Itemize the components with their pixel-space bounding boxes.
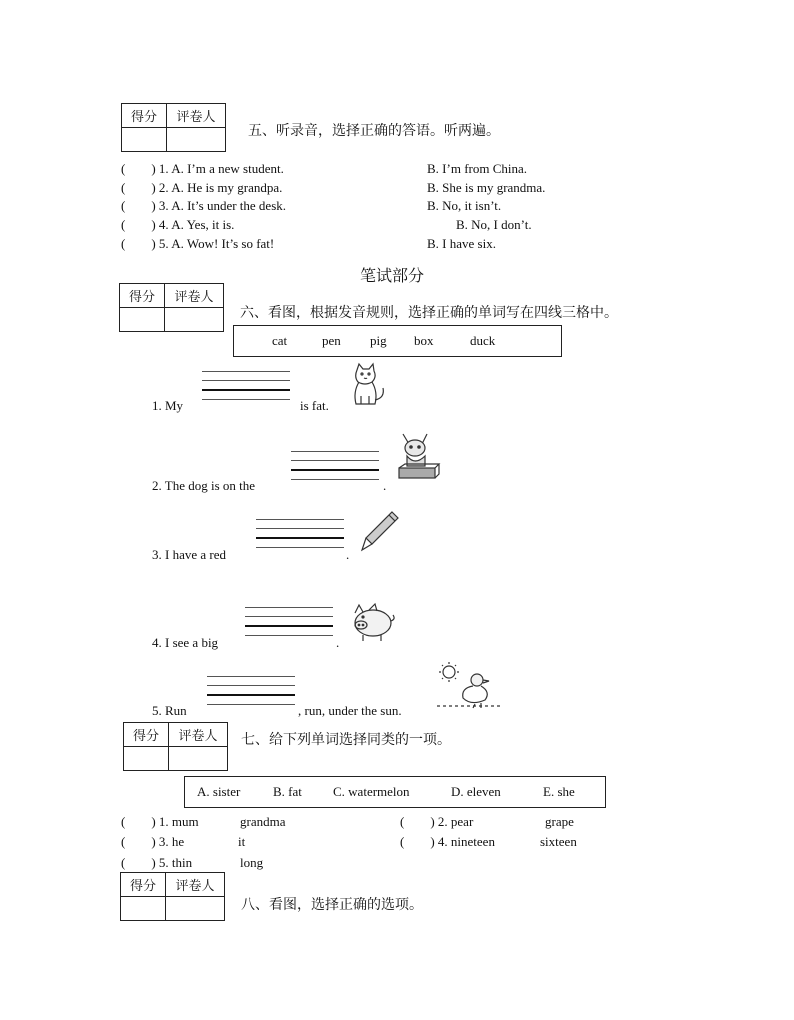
s6-item3-post: . (346, 547, 350, 562)
s7-q3: ( ) 3. he (121, 834, 185, 849)
score-cell[interactable] (120, 308, 165, 332)
grader-label: 评卷人 (166, 873, 225, 897)
s7-w3: it (238, 834, 246, 849)
score-label: 得分 (122, 104, 167, 128)
word-pig: pig (370, 333, 387, 348)
s6-item3-pre: 3. I have a red (152, 547, 226, 562)
score-cell[interactable] (121, 897, 166, 921)
s5-b4: B. No, I don’t. (456, 217, 532, 232)
writing-lines-2[interactable] (291, 451, 379, 485)
s5-q5: ( ) 5. A. Wow! It’s so fat! (121, 236, 275, 251)
grader-cell[interactable] (167, 128, 226, 152)
s5-q2: ( ) 2. A. He is my grandpa. (121, 180, 283, 195)
option-c: C. watermelon (333, 784, 410, 799)
s7-q1: ( ) 1. mum (121, 814, 199, 829)
s5-b2: B. She is my grandma. (427, 180, 546, 195)
s5-q3: ( ) 3. A. It’s under the desk. (121, 198, 287, 213)
score-table-8 (120, 872, 225, 921)
s7-q5: ( ) 5. thin (121, 855, 193, 870)
written-title: 笔试部分 (360, 266, 425, 285)
word-box: box (414, 333, 434, 348)
s5-b5: B. I have six. (427, 236, 496, 251)
grader-cell[interactable] (169, 747, 228, 771)
score-label: 得分 (121, 873, 166, 897)
s7-w5: long (240, 855, 264, 870)
score-cell[interactable] (122, 128, 167, 152)
s6-item4-post: . (336, 635, 340, 650)
s7-w1: grandma (240, 814, 286, 829)
pen-icon (358, 508, 402, 556)
option-bank (184, 776, 606, 808)
score-table-6 (119, 283, 224, 332)
s6-item2-pre: 2. The dog is on the (152, 478, 256, 493)
section7-title: 七、给下列单词选择同类的一项。 (241, 732, 451, 748)
score-label: 得分 (124, 723, 169, 747)
grader-cell[interactable] (166, 897, 225, 921)
option-d: D. eleven (451, 784, 501, 799)
word-bank (233, 325, 562, 357)
writing-lines-5[interactable] (207, 676, 295, 710)
grader-label: 评卷人 (167, 104, 226, 128)
score-table-5 (121, 103, 226, 152)
grader-cell[interactable] (165, 308, 224, 332)
s6-item1-pre: 1. My (152, 398, 184, 413)
writing-lines-1[interactable] (202, 371, 290, 405)
s6-item5-pre: 5. Run (152, 703, 187, 718)
score-label: 得分 (120, 284, 165, 308)
cat-icon (345, 362, 387, 410)
s7-q2: ( ) 2. pear (400, 814, 474, 829)
word-pen: pen (322, 333, 341, 348)
option-b: B. fat (273, 784, 302, 799)
word-cat: cat (272, 333, 288, 348)
s7-q4: ( ) 4. nineteen (400, 834, 495, 849)
s6-item2-post: . (383, 478, 387, 493)
dog-on-box-icon (395, 430, 441, 488)
s7-w2: grape (545, 814, 574, 829)
writing-lines-3[interactable] (256, 519, 344, 553)
s5-b3: B. No, it isn’t. (427, 198, 502, 213)
s6-item4-pre: 4. I see a big (152, 635, 219, 650)
section5-title: 五、听录音，选择正确的答语。听两遍。 (248, 123, 500, 139)
s5-q4: ( ) 4. A. Yes, it is. (121, 217, 235, 232)
s5-b1: B. I’m from China. (427, 161, 528, 176)
s5-q1: ( ) 1. A. I’m a new student. (121, 161, 284, 176)
score-table-7 (123, 722, 228, 771)
grader-label: 评卷人 (169, 723, 228, 747)
grader-label: 评卷人 (165, 284, 224, 308)
s6-item1-post: is fat. (300, 398, 329, 413)
option-a: A. sister (197, 784, 241, 799)
duck-sun-icon (435, 660, 505, 712)
writing-lines-4[interactable] (245, 607, 333, 641)
word-duck: duck (470, 333, 496, 348)
option-e: E. she (543, 784, 575, 799)
score-cell[interactable] (124, 747, 169, 771)
section6-title: 六、看图，根据发音规则，选择正确的单词写在四线三格中。 (240, 305, 618, 321)
pig-icon (347, 601, 397, 643)
section8-title: 八、看图，选择正确的选项。 (241, 897, 423, 913)
s7-w4: sixteen (540, 834, 577, 849)
s6-item5-post: , run, under the sun. (298, 703, 402, 718)
